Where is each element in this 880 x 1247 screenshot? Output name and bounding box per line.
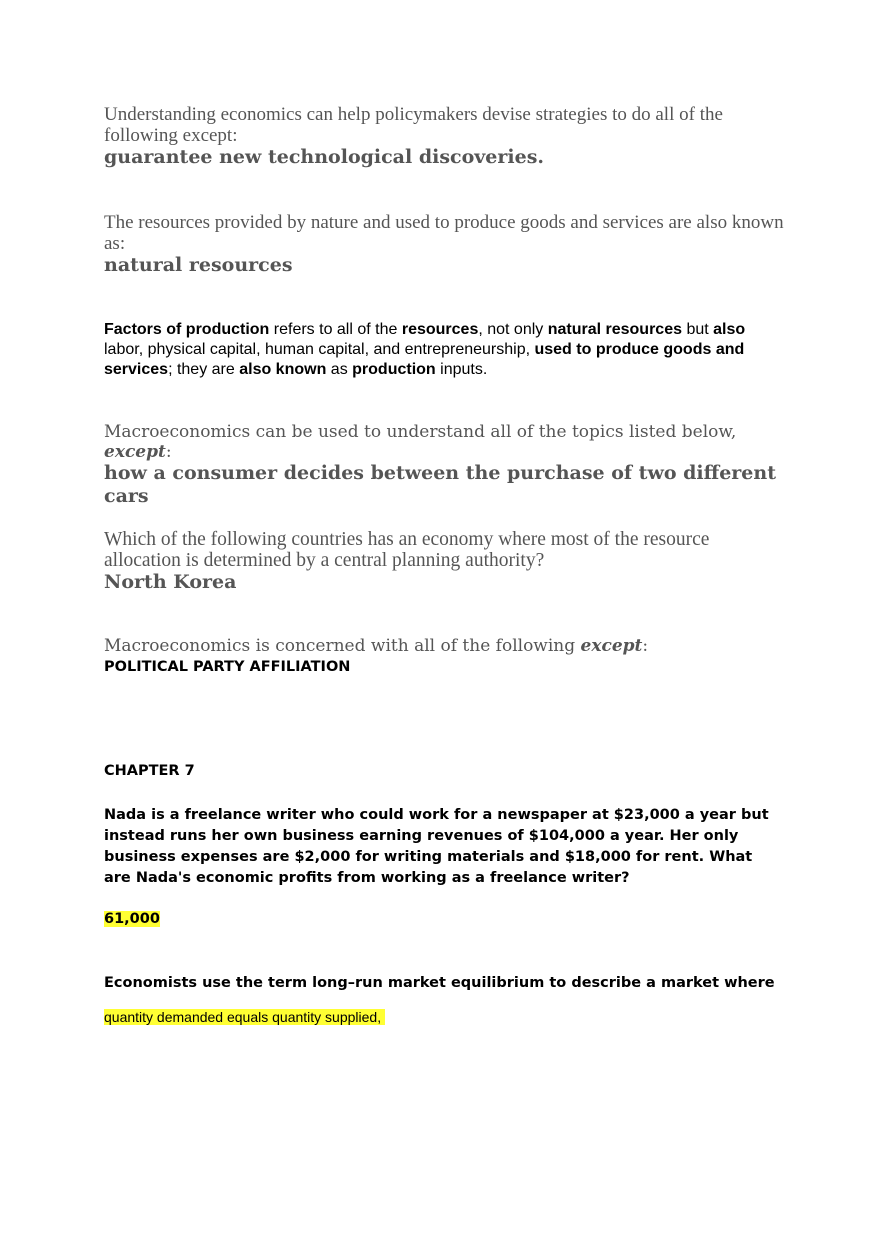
answer-text: North Korea [104, 571, 237, 593]
factors-text: labor, physical capital, human capital, and entrepreneurship, [104, 341, 535, 358]
question-block-7 [104, 973, 784, 1026]
factors-emph: production [352, 361, 436, 378]
question-block-5 [104, 636, 784, 678]
factors-text: ; they are [168, 361, 240, 378]
question-text: Nada is a freelance writer who could work for a newspaper at $23,000 a year but instead runs her own business earning revenues of $104,000 a year. Her only business expenses are $2,000 for writing materials and $18,000 for rent. What are Nada's economic profits from working as a freelance writer? [104, 807, 769, 886]
question-block-6 [104, 805, 784, 930]
question-block-1 [104, 104, 784, 169]
factors-emph: resources [401, 321, 479, 338]
question-emphasis: except [104, 442, 166, 462]
question-text-part: : [165, 442, 172, 462]
factors-emph: natural resources [547, 321, 682, 338]
question-text-part: Macroeconomics is concerned with all of the following [104, 636, 581, 656]
answer-text: how a consumer decides between the purchase of two different cars [104, 462, 776, 507]
question-text: Understanding economics can help policymakers devise strategies to do all of the following except: [104, 104, 723, 146]
question-text: Which of the following countries has an economy where most of the resource allocation is determined by a central planning authority? [104, 529, 710, 571]
question-text-part: : [642, 636, 649, 656]
factors-text: but [682, 321, 714, 338]
chapter-heading: CHAPTER 7 [104, 763, 195, 779]
answer-text: guarantee new technological discoveries. [104, 146, 545, 168]
answer-text: 61,000 [104, 911, 160, 927]
question-text [104, 636, 784, 656]
factors-emph: also known [239, 361, 327, 378]
question-text [104, 422, 784, 462]
answer-text: quantity demanded equals quantity supplied, [104, 1009, 385, 1025]
factors-paragraph [104, 320, 784, 380]
factors-term: Factors of production [104, 321, 270, 338]
factors-text: , not only [478, 321, 548, 338]
question-emphasis: except [580, 636, 643, 656]
factors-emph: also [713, 321, 746, 338]
factors-text: as [326, 361, 353, 378]
question-block-3 [104, 422, 784, 508]
question-text: The resources provided by nature and used to produce goods and services are also known as: [104, 212, 784, 254]
answer-text: POLITICAL PARTY AFFILIATION [104, 659, 351, 675]
factors-text: inputs. [435, 361, 488, 378]
question-text-part: Macroeconomics can be used to understand all of the topics listed below, [104, 422, 737, 442]
factors-text: refers to all of the [269, 321, 402, 338]
question-block-2 [104, 212, 784, 277]
factors-emph: used to produce goods and services [104, 341, 745, 378]
question-block-4 [104, 529, 784, 594]
answer-text: natural resources [104, 254, 293, 276]
question-text: Economists use the term long–run market equilibrium to describe a market where [104, 975, 775, 991]
